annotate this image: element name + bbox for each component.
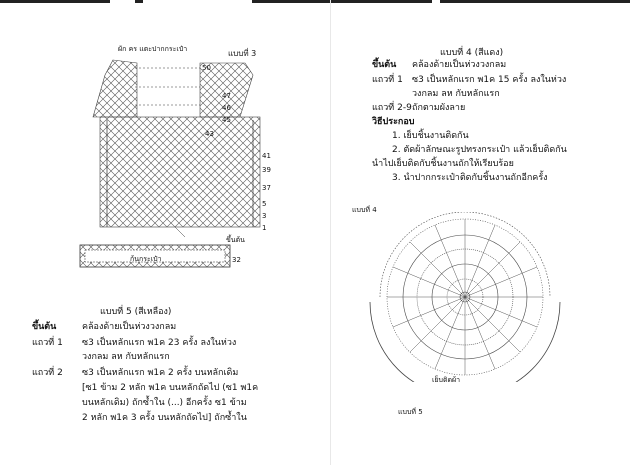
pattern4-row-line: ถักตามผังลาย bbox=[412, 103, 466, 113]
diagram4-bottom-label: เย็บติดผ้า bbox=[432, 376, 461, 384]
assembly-step: นำไปเย็บติดกับชิ้นงานถักให้เรียบร้อย bbox=[372, 159, 514, 169]
row-number: 41 bbox=[262, 152, 271, 160]
pattern5-row-line: ซ3 เป็นหลักแรก พ1ค 2 ครั้ง บนหลักเดิม bbox=[82, 368, 239, 378]
pattern5-row-label: แถวที่ 2 bbox=[32, 368, 63, 378]
pattern4-row-label: แถวที่ 2-9 bbox=[372, 103, 412, 113]
row-number: 50 bbox=[202, 64, 211, 72]
row-number: 45 bbox=[222, 116, 231, 124]
row-number: 39 bbox=[262, 166, 271, 174]
pattern4-row-line: ซ3 เป็นหลักแรก พ1ค 15 ครั้ง ลงในห่วง bbox=[412, 75, 567, 85]
strap-label: ก้นกระเป๋า bbox=[130, 255, 162, 263]
row-number: 1 bbox=[262, 224, 267, 232]
round-crochet-chart bbox=[360, 212, 570, 382]
pattern5-row-line: 2 หลัก พ1ค 3 ครั้ง บนหลักถัดไป] ถักซ้ำใน bbox=[82, 413, 247, 423]
pattern4-start-label: ขึ้นต้น bbox=[372, 60, 397, 70]
row-number: 3 bbox=[262, 212, 267, 220]
pattern5-row-line: วงกลม ลห กับหลักแรก bbox=[82, 352, 170, 362]
assembly-heading: วิธีประกอบ bbox=[372, 117, 415, 127]
diagram4-title: แบบที่ 4 bbox=[352, 206, 377, 214]
page-spine bbox=[330, 0, 331, 465]
scan-top-band bbox=[0, 0, 640, 8]
row-number: 37 bbox=[262, 184, 271, 192]
row-number: 46 bbox=[222, 104, 231, 112]
pattern4-heading: แบบที่ 4 (สีแดง) bbox=[440, 48, 504, 58]
row-number: 5 bbox=[262, 200, 267, 208]
pattern5-row-line: บนหลักเดิม) ถักซ้ำใน (...) อีกครั้ง ซ1 ข้าม bbox=[82, 398, 247, 408]
assembly-step: 3. นำปากกระเป๋าติดกับชิ้นงานถักอีกครั้ง bbox=[392, 173, 548, 183]
pattern4-row-label: แถวที่ 1 bbox=[372, 75, 403, 85]
assembly-step: 2. ตัดผ้าลักษณะรูปทรงกระเป๋า แล้วเย็บติดกัน bbox=[392, 145, 567, 155]
pattern4-row-line: วงกลม ลห กับหลักแรก bbox=[412, 89, 500, 99]
diagram3-row-32: 32 bbox=[232, 256, 241, 264]
diagram5-title: แบบที่ 5 bbox=[398, 408, 423, 416]
pattern5-row-line: [ซ1 ข้าม 2 หลัก พ1ค บนหลักถัดไป (ซ1 พ1ค bbox=[82, 383, 259, 393]
diagram3-start-label: ขึ้นต้น bbox=[226, 236, 245, 244]
pattern5-row-line: ซ3 เป็นหลักแรก พ1ค 23 ครั้ง ลงในห่วง bbox=[82, 338, 237, 348]
row-number: 43 bbox=[205, 130, 214, 138]
bag-crochet-chart bbox=[75, 55, 290, 295]
pattern4-start-text: คล้องด้ายเป็นห่วงวงกลม bbox=[412, 60, 507, 70]
assembly-step: 1. เย็บชิ้นงานติดกัน bbox=[392, 131, 469, 141]
pattern5-start-text: คล้องด้ายเป็นห่วงวงกลม bbox=[82, 322, 177, 332]
diagram3-title: แบบที่ 3 bbox=[228, 49, 257, 58]
row-number: 47 bbox=[222, 92, 231, 100]
pattern5-row-label: แถวที่ 1 bbox=[32, 338, 63, 348]
diagram3-note: ผัก คร แตะปากกระเป๋า bbox=[118, 45, 188, 53]
pattern5-start-label: ขึ้นต้น bbox=[32, 322, 57, 332]
pattern5-heading: แบบที่ 5 (สีเหลือง) bbox=[100, 307, 172, 317]
